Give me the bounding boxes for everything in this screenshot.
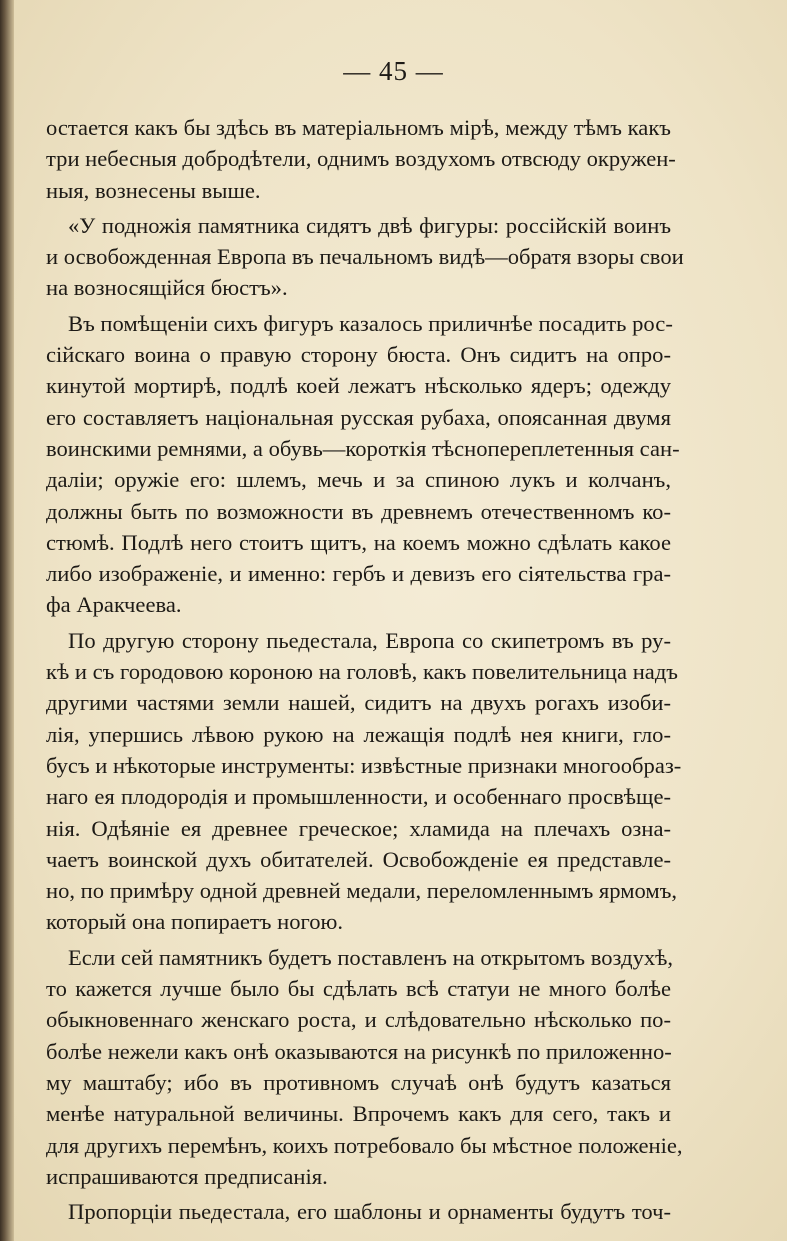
page-body bbox=[46, 112, 684, 1227]
text-line: бусъ и нѣкоторые инструменты: извѣстные признаки многообраз- bbox=[46, 752, 682, 778]
text-line: либо изображеніе, и именно: гербъ и девизъ его сіятельства гра- bbox=[46, 561, 671, 587]
text-line: на возносящійся бюстъ». bbox=[46, 275, 288, 301]
text-line: три небесныя добродѣтели, однимъ воздухомъ отвсюду окружен- bbox=[46, 146, 676, 172]
text-line: му маштабу; ибо въ противномъ случаѣ онѣ будутъ казаться bbox=[46, 1069, 671, 1095]
text-line: воинскими ремнями, а обувь—короткія тѣснопереплетенныя сан- bbox=[46, 435, 680, 461]
text-line: обыкновеннаго женскаго роста, и слѣдовательно нѣсколько по- bbox=[46, 1007, 671, 1033]
paragraph bbox=[46, 942, 683, 1192]
text-line: Пропорціи пьедестала, его шаблоны и орнаменты будутъ точ- bbox=[68, 1199, 671, 1225]
paragraph bbox=[46, 308, 680, 621]
text-line: кинутой мортирѣ, подлѣ коей лежатъ нѣсколько ядеръ; одежду bbox=[46, 373, 671, 399]
text-line: но, по примѣру одной древней медали, переломленнымъ ярмомъ, bbox=[46, 878, 678, 904]
text-line: его составляетъ національная русская рубаха, опоясанная двумя bbox=[46, 404, 671, 430]
text-line: наго ея плодородія и промышленности, и особеннаго просвѣще- bbox=[46, 784, 671, 810]
text-line: стюмѣ. Подлѣ него стоитъ щитъ, на коемъ можно сдѣлать какое bbox=[46, 529, 671, 555]
paragraph bbox=[46, 210, 684, 304]
text-line: испрашиваются предписанія. bbox=[46, 1163, 328, 1189]
text-line: сійскаго воина о правую сторону бюста. Онъ сидитъ на опро- bbox=[46, 342, 671, 368]
text-line: кѣ и съ городовою короною на головѣ, какъ повелительница надъ bbox=[46, 659, 678, 685]
text-line: По другую сторону пьедестала, Европа со скипетромъ въ ру- bbox=[68, 627, 671, 653]
text-line: «У подножія памятника сидятъ двѣ фигуры: россійскій воинъ bbox=[68, 212, 671, 238]
text-line: даліи; оружіе его: шлемъ, мечь и за спиною лукъ и колчанъ, bbox=[46, 467, 671, 493]
text-line: который она попираетъ ногою. bbox=[46, 909, 344, 935]
text-line: лія, упершись лѣвою рукою на лежащія подлѣ нея книги, гло- bbox=[46, 721, 671, 747]
book-spine-shadow bbox=[0, 0, 14, 1241]
text-line: Если сей памятникъ будетъ поставленъ на открытомъ воздухѣ, bbox=[68, 944, 674, 970]
text-line: то кажется лучше было бы сдѣлать всѣ статуи не много болѣе bbox=[46, 976, 671, 1002]
paragraph bbox=[46, 112, 676, 206]
text-line: чаетъ воинской духъ обитателей. Освобожденіе ея представле- bbox=[46, 846, 671, 872]
text-line: ныя, вознесены выше. bbox=[46, 177, 261, 203]
text-line: менѣе натуральной величины. Впрочемъ какъ для сего, такъ и bbox=[46, 1101, 671, 1127]
text-line: нія. Одѣяніе ея древнее греческое; хламида на плечахъ озна- bbox=[46, 815, 671, 841]
text-line: остается какъ бы здѣсь въ матеріальномъ мірѣ, между тѣмъ какъ bbox=[46, 115, 671, 140]
page-number: — 45 — bbox=[343, 56, 444, 86]
text-line: фа Аракчеева. bbox=[46, 592, 182, 618]
text-line: и освобожденная Европа въ печальномъ видѣ—обратя взоры свои bbox=[46, 244, 684, 270]
text-line: болѣе нежели какъ онѣ оказываются на рисункѣ по приложенно- bbox=[46, 1038, 672, 1064]
text-line: для другихъ перемѣнъ, коихъ потребовало бы мѣстное положеніе, bbox=[46, 1132, 683, 1158]
text-line: другими частями земли нашей, сидитъ на двухъ рогахъ изоби- bbox=[46, 690, 671, 716]
text-line: должны быть по возможности въ древнемъ отечественномъ ко- bbox=[46, 498, 671, 524]
paragraph bbox=[46, 625, 682, 938]
paragraph bbox=[46, 1196, 671, 1227]
text-line: Въ помѣщеніи сихъ фигуръ казалось приличнѣе посадить рос- bbox=[68, 310, 673, 336]
